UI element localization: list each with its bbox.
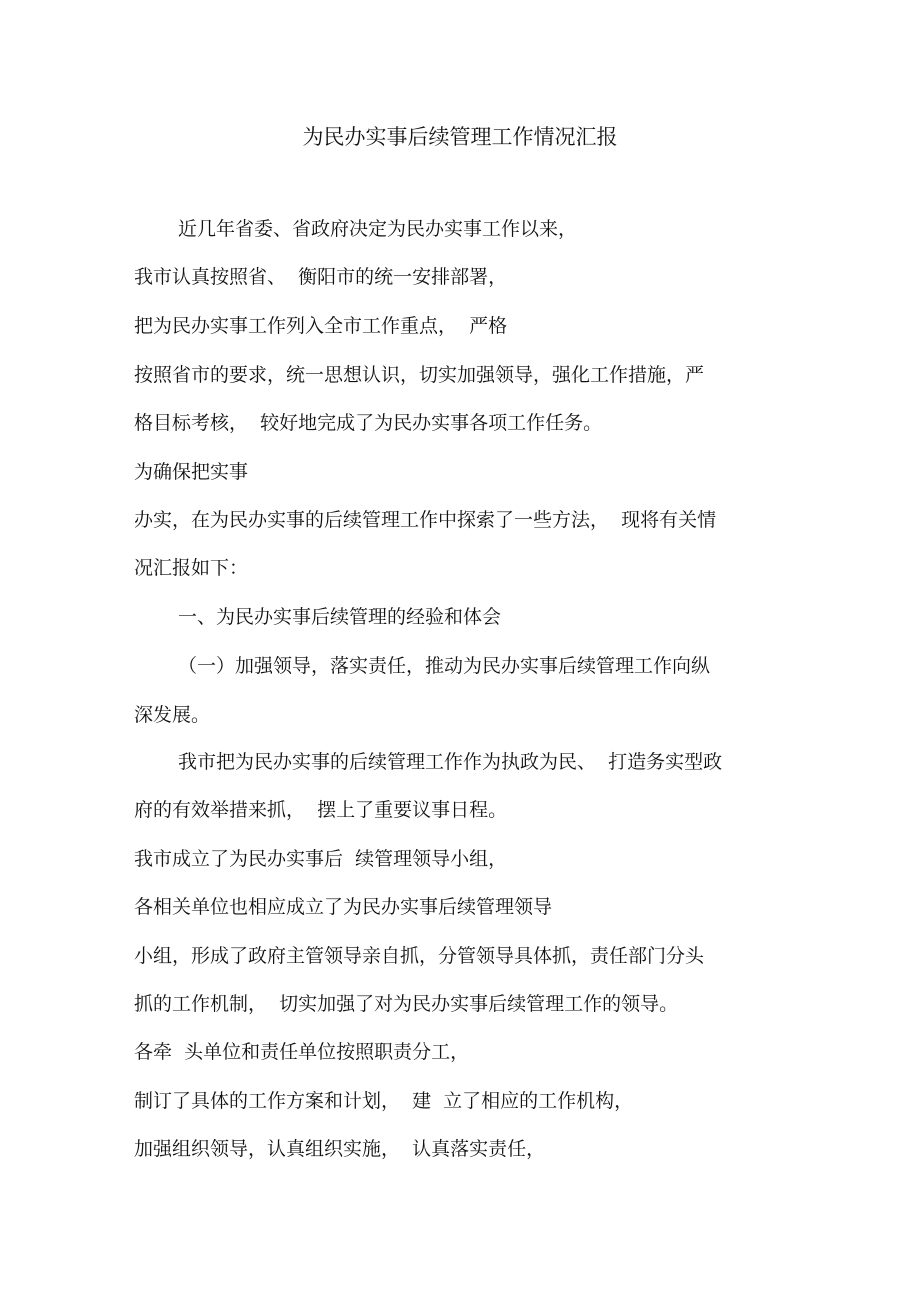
paragraph-line: 办实，在为民办实事的后续管理工作中探索了一些方法， 现将有关情 bbox=[134, 509, 717, 531]
paragraph-line: 况汇报如下： bbox=[134, 557, 249, 579]
paragraph-line: 各相关单位也相应成立了为民办实事后续管理领导 bbox=[134, 896, 553, 918]
paragraph-line: 深发展。 bbox=[134, 704, 211, 726]
document-title: 为民办实事后续管理工作情况汇报 bbox=[302, 125, 618, 149]
paragraph-line: 抓的工作机制， 切实加强了对为民办实事后续管理工作的领导。 bbox=[134, 993, 679, 1015]
paragraph-line: 我市把为民办实事的后续管理工作作为执政为民、 打造务实型政 bbox=[178, 751, 723, 773]
paragraph-line: 把为民办实事工作列入全市工作重点， 严格 bbox=[134, 315, 508, 337]
subsection-heading: （一）加强领导，落实责任，推动为民办实事后续管理工作向纵 bbox=[178, 655, 711, 677]
paragraph-line: 府的有效举措来抓， 摆上了重要议事日程。 bbox=[134, 799, 508, 821]
paragraph-line: 加强组织领导，认真组织实施， 认真落实责任， bbox=[134, 1138, 546, 1160]
paragraph-line: 为确保把实事 bbox=[134, 461, 249, 483]
paragraph-line: 制订了具体的工作方案和计划， 建 立了相应的工作机构， bbox=[134, 1090, 634, 1112]
paragraph-line: 按照省市的要求，统一思想认识，切实加强领导，强化工作措施，严 bbox=[134, 364, 705, 386]
paragraph-line: 格目标考核， 较好地完成了为民办实事各项工作任务。 bbox=[134, 412, 603, 434]
section-heading: 一、为民办实事后续管理的经验和体会 bbox=[178, 606, 502, 628]
paragraph-line: 小组，形成了政府主管领导亲自抓，分管领导具体抓，责任部门分头 bbox=[134, 945, 705, 967]
paragraph-line: 我市成立了为民办实事后 续管理领导小组， bbox=[134, 848, 508, 870]
paragraph-line: 近几年省委、省政府决定为民办实事工作以来， bbox=[178, 218, 578, 240]
paragraph-line: 我市认真按照省、 衡阳市的统一安排部署， bbox=[134, 266, 508, 288]
paragraph-line: 各牵 头单位和责任单位按照职责分工， bbox=[134, 1041, 470, 1063]
